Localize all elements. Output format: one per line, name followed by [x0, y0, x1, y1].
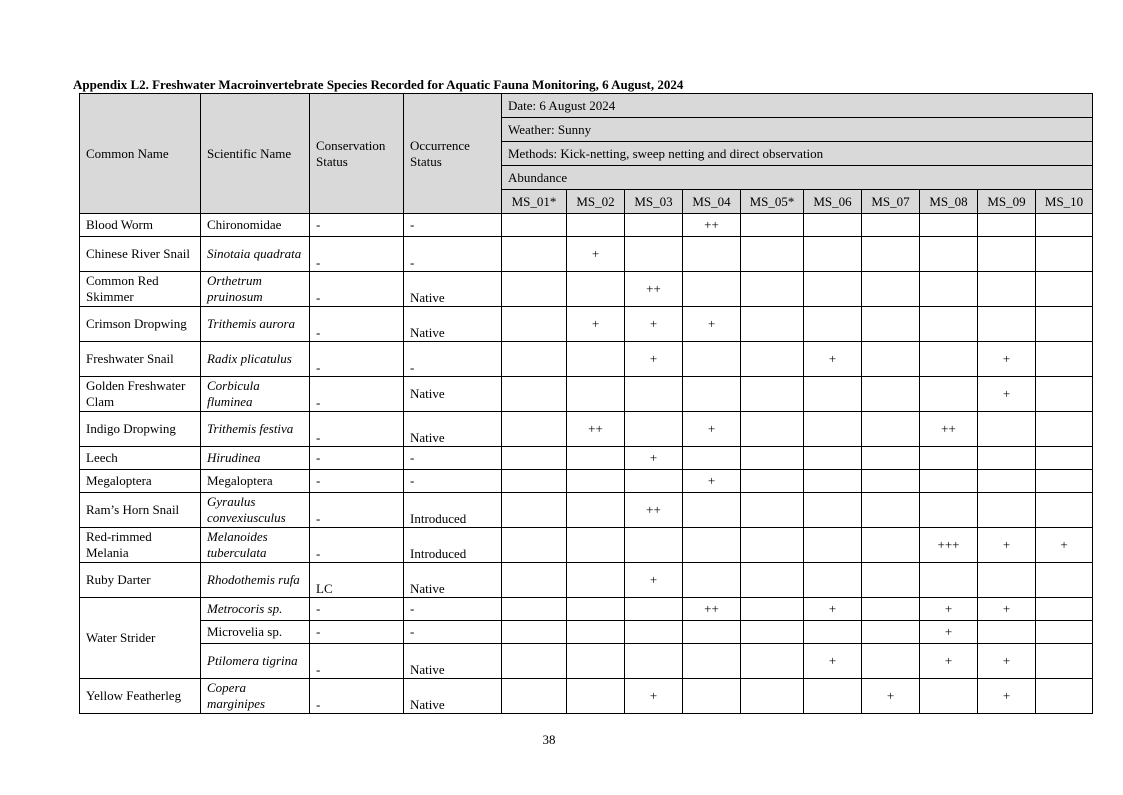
- abundance-cell: ++: [625, 272, 683, 307]
- abundance-cell: [502, 528, 567, 563]
- abundance-cell: [804, 272, 862, 307]
- abundance-cell: [804, 237, 862, 272]
- abundance-cell: [1036, 493, 1093, 528]
- abundance-cell: [920, 447, 978, 470]
- common-name-cell: Water Strider: [80, 598, 201, 679]
- scientific-name-text: Megaloptera: [207, 473, 273, 488]
- site-header-cell: MS_03: [625, 190, 683, 214]
- abundance-cell: [978, 621, 1036, 644]
- scientific-name-text: Corbicula fluminea: [207, 378, 260, 409]
- abundance-cell: [920, 377, 978, 412]
- species-table: [79, 93, 1093, 714]
- abundance-cell: [741, 237, 804, 272]
- abundance-cell: [741, 621, 804, 644]
- abundance-cell: [1036, 621, 1093, 644]
- abundance-cell: [920, 237, 978, 272]
- scientific-name-cell: [201, 377, 310, 412]
- abundance-cell: ++: [683, 598, 741, 621]
- conservation-status-cell: -: [310, 342, 404, 377]
- conservation-status-cell: -: [310, 528, 404, 563]
- conservation-status-cell: LC: [310, 563, 404, 598]
- abundance-cell: [741, 679, 804, 714]
- scientific-name-text: Trithemis festiva: [207, 421, 294, 436]
- abundance-cell: [862, 493, 920, 528]
- occurrence-status-cell: Introduced: [404, 528, 502, 563]
- abundance-cell: [741, 307, 804, 342]
- abundance-cell: [567, 563, 625, 598]
- abundance-cell: [920, 214, 978, 237]
- abundance-cell: [683, 447, 741, 470]
- table-row: [80, 493, 1093, 528]
- common-name-cell: Indigo Dropwing: [80, 412, 201, 447]
- abundance-cell: [1036, 644, 1093, 679]
- site-header-cell: MS_06: [804, 190, 862, 214]
- abundance-cell: +: [625, 447, 683, 470]
- scientific-name-cell: [201, 528, 310, 563]
- abundance-cell: +: [567, 237, 625, 272]
- abundance-cell: [862, 377, 920, 412]
- abundance-cell: [502, 237, 567, 272]
- abundance-cell: [502, 447, 567, 470]
- abundance-cell: [567, 621, 625, 644]
- abundance-cell: +: [978, 377, 1036, 412]
- abundance-cell: +: [978, 598, 1036, 621]
- table-row: [80, 644, 1093, 679]
- occurrence-status-cell: -: [404, 598, 502, 621]
- abundance-cell: +: [625, 307, 683, 342]
- header-conservation-status: Conservation Status: [310, 94, 404, 214]
- abundance-cell: [567, 679, 625, 714]
- abundance-cell: [625, 644, 683, 679]
- abundance-cell: [567, 493, 625, 528]
- abundance-cell: [741, 563, 804, 598]
- abundance-cell: [978, 307, 1036, 342]
- abundance-cell: +: [625, 679, 683, 714]
- conservation-status-cell: -: [310, 493, 404, 528]
- abundance-cell: [567, 528, 625, 563]
- abundance-cell: [804, 377, 862, 412]
- header-abundance: Abundance: [502, 166, 1093, 190]
- abundance-cell: [1036, 342, 1093, 377]
- abundance-cell: [502, 598, 567, 621]
- conservation-status-cell: -: [310, 470, 404, 493]
- table-row: [80, 563, 1093, 598]
- common-name-cell: Leech: [80, 447, 201, 470]
- abundance-cell: [683, 644, 741, 679]
- abundance-cell: +: [920, 644, 978, 679]
- abundance-cell: [862, 563, 920, 598]
- common-name-cell: Ruby Darter: [80, 563, 201, 598]
- conservation-status-cell: -: [310, 412, 404, 447]
- abundance-cell: [804, 470, 862, 493]
- conservation-status-cell: -: [310, 272, 404, 307]
- abundance-cell: ++: [625, 493, 683, 528]
- header-occurrence-status: Occurrence Status: [404, 94, 502, 214]
- abundance-cell: [804, 621, 862, 644]
- common-name-cell: Crimson Dropwing: [80, 307, 201, 342]
- abundance-cell: +: [683, 470, 741, 493]
- abundance-cell: [567, 470, 625, 493]
- abundance-cell: [741, 644, 804, 679]
- abundance-cell: [978, 470, 1036, 493]
- abundance-cell: [978, 272, 1036, 307]
- abundance-cell: [741, 412, 804, 447]
- abundance-cell: [502, 307, 567, 342]
- occurrence-status-cell: Native: [404, 679, 502, 714]
- abundance-cell: [741, 377, 804, 412]
- table-row: [80, 307, 1093, 342]
- table-row: [80, 447, 1093, 470]
- abundance-cell: [741, 598, 804, 621]
- abundance-cell: [862, 598, 920, 621]
- scientific-name-cell: [201, 237, 310, 272]
- abundance-cell: +: [567, 307, 625, 342]
- abundance-cell: [567, 447, 625, 470]
- scientific-name-cell: [201, 493, 310, 528]
- header-common-name: Common Name: [80, 94, 201, 214]
- abundance-cell: [862, 447, 920, 470]
- abundance-cell: [862, 237, 920, 272]
- common-name-cell: Blood Worm: [80, 214, 201, 237]
- scientific-name-text: Rhodothemis rufa: [207, 572, 300, 587]
- abundance-cell: [502, 377, 567, 412]
- table-row: [80, 214, 1093, 237]
- abundance-cell: [741, 447, 804, 470]
- abundance-cell: [862, 412, 920, 447]
- abundance-cell: +: [625, 563, 683, 598]
- occurrence-status-cell: -: [404, 447, 502, 470]
- abundance-cell: [1036, 679, 1093, 714]
- scientific-name-cell: [201, 644, 310, 679]
- occurrence-status-cell: Native: [404, 377, 502, 412]
- abundance-cell: [567, 272, 625, 307]
- abundance-cell: [625, 377, 683, 412]
- abundance-cell: +: [683, 307, 741, 342]
- abundance-cell: [1036, 237, 1093, 272]
- scientific-name-cell: [201, 412, 310, 447]
- conservation-status-cell: -: [310, 644, 404, 679]
- occurrence-status-cell: -: [404, 342, 502, 377]
- occurrence-status-cell: Native: [404, 272, 502, 307]
- abundance-cell: [804, 447, 862, 470]
- header-methods: Methods: Kick-netting, sweep netting and direct observation: [502, 142, 1093, 166]
- site-header-cell: MS_05*: [741, 190, 804, 214]
- common-name-cell: Red-rimmed Melania: [80, 528, 201, 563]
- scientific-name-cell: [201, 342, 310, 377]
- site-header-cell: MS_10: [1036, 190, 1093, 214]
- abundance-cell: [625, 470, 683, 493]
- table-row: [80, 272, 1093, 307]
- scientific-name-cell: [201, 598, 310, 621]
- conservation-status-cell: -: [310, 307, 404, 342]
- abundance-cell: [1036, 447, 1093, 470]
- abundance-cell: [862, 621, 920, 644]
- abundance-cell: [920, 470, 978, 493]
- table-row: [80, 679, 1093, 714]
- abundance-cell: +: [683, 412, 741, 447]
- abundance-cell: [741, 528, 804, 563]
- common-name-cell: Yellow Featherleg: [80, 679, 201, 714]
- abundance-cell: [920, 342, 978, 377]
- common-name-cell: Freshwater Snail: [80, 342, 201, 377]
- abundance-cell: [978, 563, 1036, 598]
- table-row: [80, 377, 1093, 412]
- site-header-cell: MS_09: [978, 190, 1036, 214]
- abundance-cell: [625, 412, 683, 447]
- scientific-name-text: Microvelia sp.: [207, 624, 283, 639]
- common-name-cell: Ram’s Horn Snail: [80, 493, 201, 528]
- abundance-cell: [625, 528, 683, 563]
- page-number: 38: [542, 732, 556, 747]
- abundance-cell: [502, 412, 567, 447]
- abundance-cell: +: [978, 342, 1036, 377]
- abundance-cell: [502, 342, 567, 377]
- conservation-status-cell: -: [310, 679, 404, 714]
- abundance-cell: [741, 272, 804, 307]
- abundance-cell: [741, 342, 804, 377]
- abundance-cell: [502, 679, 567, 714]
- conservation-status-cell: -: [310, 598, 404, 621]
- abundance-cell: [567, 377, 625, 412]
- abundance-cell: [502, 621, 567, 644]
- abundance-cell: ++: [567, 412, 625, 447]
- abundance-cell: [683, 342, 741, 377]
- scientific-name-text: Copera marginipes: [207, 680, 266, 711]
- occurrence-status-cell: -: [404, 214, 502, 237]
- abundance-cell: [502, 470, 567, 493]
- abundance-cell: [978, 493, 1036, 528]
- table-row: [80, 470, 1093, 493]
- abundance-cell: [978, 447, 1036, 470]
- site-header-cell: MS_04: [683, 190, 741, 214]
- abundance-cell: [1036, 412, 1093, 447]
- abundance-cell: [502, 272, 567, 307]
- abundance-cell: [862, 470, 920, 493]
- header-weather: Weather: Sunny: [502, 118, 1093, 142]
- abundance-cell: [741, 470, 804, 493]
- scientific-name-cell: [201, 447, 310, 470]
- abundance-cell: [804, 493, 862, 528]
- abundance-cell: [1036, 598, 1093, 621]
- abundance-cell: [625, 598, 683, 621]
- abundance-cell: [1036, 214, 1093, 237]
- header-scientific-name: Scientific Name: [201, 94, 310, 214]
- abundance-cell: [862, 272, 920, 307]
- site-header-cell: MS_01*: [502, 190, 567, 214]
- abundance-cell: [683, 563, 741, 598]
- abundance-cell: [625, 621, 683, 644]
- site-header-cell: MS_07: [862, 190, 920, 214]
- abundance-cell: [1036, 377, 1093, 412]
- scientific-name-text: Metrocoris sp.: [207, 601, 283, 616]
- header-date: Date: 6 August 2024: [502, 94, 1093, 118]
- abundance-cell: [862, 307, 920, 342]
- abundance-cell: [862, 644, 920, 679]
- abundance-cell: [920, 272, 978, 307]
- table-row: [80, 237, 1093, 272]
- scientific-name-text: Gyraulus convexiusculus: [207, 494, 286, 525]
- abundance-cell: [804, 214, 862, 237]
- abundance-cell: [567, 214, 625, 237]
- table-row: [80, 621, 1093, 644]
- occurrence-status-cell: -: [404, 470, 502, 493]
- abundance-cell: [502, 493, 567, 528]
- abundance-cell: [804, 307, 862, 342]
- abundance-cell: +: [978, 679, 1036, 714]
- appendix-title: Appendix L2. Freshwater Macroinvertebrate Species Recorded for Aquatic Fauna Monitoring, 6 August, 2024: [73, 77, 684, 92]
- abundance-cell: [920, 493, 978, 528]
- occurrence-status-cell: Native: [404, 563, 502, 598]
- abundance-cell: [804, 412, 862, 447]
- common-name-cell: Common Red Skimmer: [80, 272, 201, 307]
- abundance-cell: [683, 528, 741, 563]
- scientific-name-text: Chironomidae: [207, 217, 282, 232]
- occurrence-status-cell: Introduced: [404, 493, 502, 528]
- scientific-name-cell: [201, 679, 310, 714]
- abundance-cell: +: [804, 644, 862, 679]
- scientific-name-cell: [201, 563, 310, 598]
- abundance-cell: [502, 644, 567, 679]
- scientific-name-text: Melanoides tuberculata: [207, 529, 268, 560]
- abundance-cell: +: [804, 598, 862, 621]
- abundance-cell: +: [862, 679, 920, 714]
- scientific-name-text: Hirudinea: [207, 450, 261, 465]
- scientific-name-cell: [201, 470, 310, 493]
- abundance-cell: [862, 528, 920, 563]
- abundance-cell: +: [1036, 528, 1093, 563]
- abundance-cell: +: [978, 644, 1036, 679]
- abundance-cell: [567, 598, 625, 621]
- table-row: [80, 598, 1093, 621]
- abundance-cell: [920, 563, 978, 598]
- abundance-cell: [502, 214, 567, 237]
- site-header-cell: MS_02: [567, 190, 625, 214]
- abundance-cell: +++: [920, 528, 978, 563]
- abundance-cell: [1036, 272, 1093, 307]
- scientific-name-text: Sinotaia quadrata: [207, 246, 302, 261]
- abundance-cell: [978, 412, 1036, 447]
- abundance-cell: [683, 621, 741, 644]
- abundance-cell: +: [920, 621, 978, 644]
- abundance-cell: [625, 214, 683, 237]
- conservation-status-cell: -: [310, 237, 404, 272]
- scientific-name-text: Ptilomera tigrina: [207, 653, 298, 668]
- occurrence-status-cell: Native: [404, 307, 502, 342]
- table-row: [80, 528, 1093, 563]
- abundance-cell: +: [804, 342, 862, 377]
- abundance-cell: [862, 214, 920, 237]
- scientific-name-cell: [201, 272, 310, 307]
- abundance-cell: [741, 214, 804, 237]
- common-name-cell: Chinese River Snail: [80, 237, 201, 272]
- abundance-cell: [862, 342, 920, 377]
- scientific-name-cell: [201, 307, 310, 342]
- occurrence-status-cell: -: [404, 237, 502, 272]
- abundance-cell: [978, 237, 1036, 272]
- abundance-cell: [567, 644, 625, 679]
- abundance-cell: [683, 237, 741, 272]
- abundance-cell: +: [978, 528, 1036, 563]
- abundance-cell: [1036, 563, 1093, 598]
- common-name-cell: Megaloptera: [80, 470, 201, 493]
- abundance-cell: [683, 272, 741, 307]
- abundance-cell: ++: [920, 412, 978, 447]
- table-row: [80, 412, 1093, 447]
- conservation-status-cell: -: [310, 447, 404, 470]
- scientific-name-text: Trithemis aurora: [207, 316, 296, 331]
- scientific-name-cell: [201, 621, 310, 644]
- abundance-cell: [920, 679, 978, 714]
- abundance-cell: [683, 377, 741, 412]
- abundance-cell: ++: [683, 214, 741, 237]
- abundance-cell: [804, 528, 862, 563]
- conservation-status-cell: -: [310, 377, 404, 412]
- common-name-cell: Golden Freshwater Clam: [80, 377, 201, 412]
- abundance-cell: [920, 307, 978, 342]
- occurrence-status-cell: -: [404, 621, 502, 644]
- abundance-cell: [683, 493, 741, 528]
- scientific-name-text: Radix plicatulus: [207, 351, 292, 366]
- occurrence-status-cell: Native: [404, 644, 502, 679]
- abundance-cell: [1036, 307, 1093, 342]
- abundance-cell: +: [920, 598, 978, 621]
- conservation-status-cell: -: [310, 621, 404, 644]
- abundance-cell: [804, 679, 862, 714]
- scientific-name-cell: [201, 214, 310, 237]
- abundance-cell: [502, 563, 567, 598]
- abundance-cell: [978, 214, 1036, 237]
- scientific-name-text: Orthetrum pruinosum: [207, 273, 263, 304]
- abundance-cell: [567, 342, 625, 377]
- site-header-cell: MS_08: [920, 190, 978, 214]
- occurrence-status-cell: Native: [404, 412, 502, 447]
- abundance-cell: [741, 493, 804, 528]
- abundance-cell: [625, 237, 683, 272]
- abundance-cell: [683, 679, 741, 714]
- abundance-cell: [804, 563, 862, 598]
- table-row: [80, 342, 1093, 377]
- conservation-status-cell: -: [310, 214, 404, 237]
- abundance-cell: [1036, 470, 1093, 493]
- abundance-cell: +: [625, 342, 683, 377]
